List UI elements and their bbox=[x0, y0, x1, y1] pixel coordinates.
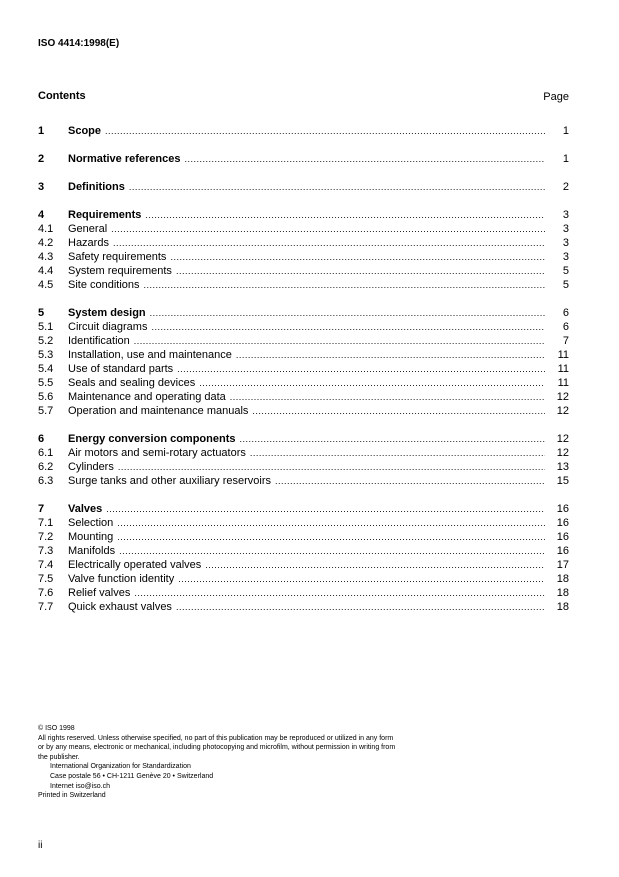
toc-subsection-row[interactable] bbox=[38, 586, 569, 600]
toc-subsection-row[interactable] bbox=[38, 544, 569, 558]
toc-subsection-row[interactable] bbox=[38, 558, 569, 572]
toc-entry-title: Selection bbox=[68, 517, 114, 529]
page-column-label: Page bbox=[543, 91, 569, 103]
toc-subsection-row[interactable] bbox=[38, 236, 569, 250]
toc-entry-title: Valve function identity bbox=[68, 573, 175, 585]
toc-entry-number: 7.4 bbox=[38, 559, 54, 571]
toc-group bbox=[38, 152, 569, 166]
toc-dot-leader bbox=[275, 474, 545, 488]
toc-entry-title: Quick exhaust valves bbox=[68, 601, 172, 613]
toc-dot-leader bbox=[113, 236, 545, 250]
toc-entry-page: 15 bbox=[556, 475, 569, 487]
toc-entry-title: Maintenance and operating data bbox=[68, 391, 226, 403]
printed-in: Printed in Switzerland bbox=[38, 792, 106, 800]
toc-entry-number: 5.4 bbox=[38, 363, 54, 375]
toc-entry-title: Site conditions bbox=[68, 279, 140, 291]
toc-dot-leader bbox=[134, 334, 545, 348]
toc-entry-page: 18 bbox=[556, 573, 569, 585]
toc-entry-number: 5.7 bbox=[38, 405, 54, 417]
toc-entry-title: Valves bbox=[68, 503, 103, 515]
toc-dot-leader bbox=[199, 376, 545, 390]
toc-entry-number: 5.5 bbox=[38, 377, 54, 389]
toc-section-row[interactable] bbox=[38, 432, 569, 446]
toc-entry-page: 6 bbox=[562, 307, 569, 319]
toc-entry-number: 7.3 bbox=[38, 545, 54, 557]
toc-entry-number: 6.3 bbox=[38, 475, 54, 487]
toc-group bbox=[38, 432, 569, 488]
toc-entry-title: Relief valves bbox=[68, 587, 131, 599]
toc-entry-number: 5.3 bbox=[38, 349, 54, 361]
toc-entry-title: System requirements bbox=[68, 265, 172, 277]
toc-entry-page: 16 bbox=[556, 503, 569, 515]
toc-entry-page: 18 bbox=[556, 601, 569, 613]
toc-dot-leader bbox=[250, 446, 545, 460]
toc-entry-title: System design bbox=[68, 307, 146, 319]
toc-entry-page: 16 bbox=[556, 517, 569, 529]
toc-section-row[interactable] bbox=[38, 306, 569, 320]
toc-subsection-row[interactable] bbox=[38, 250, 569, 264]
toc-entry-page: 3 bbox=[562, 223, 569, 235]
toc-dot-leader bbox=[239, 432, 545, 446]
toc-entry-page: 2 bbox=[562, 181, 569, 193]
toc-dot-leader bbox=[111, 222, 545, 236]
toc-entry-title: Manifolds bbox=[68, 545, 116, 557]
toc-entry-page: 7 bbox=[562, 335, 569, 347]
toc-entry-page: 18 bbox=[556, 587, 569, 599]
toc-dot-leader bbox=[119, 544, 545, 558]
toc-subsection-row[interactable] bbox=[38, 334, 569, 348]
toc-section-row[interactable] bbox=[38, 152, 569, 166]
toc-group bbox=[38, 124, 569, 138]
toc-dot-leader bbox=[129, 180, 545, 194]
toc-entry-number: 4.1 bbox=[38, 223, 54, 235]
rights-statement: All rights reserved. Unless otherwise specified, no part of this publication may be reproduced or utilized in any form or by any means, electronic or mechanical, including photocopying and microfilm, without permission in writing from the publisher. bbox=[38, 734, 396, 761]
toc-entry-title: Operation and maintenance manuals bbox=[68, 405, 249, 417]
toc-entry-number: 2 bbox=[38, 153, 45, 165]
toc-entry-title: Normative references bbox=[68, 153, 181, 165]
toc-entry-number: 7.6 bbox=[38, 587, 54, 599]
toc-entry-number: 6.2 bbox=[38, 461, 54, 473]
toc-subsection-row[interactable] bbox=[38, 362, 569, 376]
toc-entry-title: Seals and sealing devices bbox=[68, 377, 196, 389]
toc-entry-number: 5.2 bbox=[38, 335, 54, 347]
toc-section-row[interactable] bbox=[38, 124, 569, 138]
toc-subsection-row[interactable] bbox=[38, 222, 569, 236]
toc-entry-title: Use of standard parts bbox=[68, 363, 174, 375]
toc-entry-page: 3 bbox=[562, 209, 569, 221]
toc-entry-title: Cylinders bbox=[68, 461, 114, 473]
toc-dot-leader bbox=[144, 278, 545, 292]
toc-dot-leader bbox=[176, 600, 545, 614]
toc-entry-title: Scope bbox=[68, 125, 102, 137]
toc-entry-page: 1 bbox=[562, 125, 569, 137]
toc-entry-page: 5 bbox=[562, 279, 569, 291]
toc-dot-leader bbox=[118, 460, 545, 474]
toc-entry-page: 5 bbox=[562, 265, 569, 277]
toc-entry-number: 7.1 bbox=[38, 517, 54, 529]
toc-dot-leader bbox=[230, 390, 545, 404]
toc-entry-title: General bbox=[68, 223, 108, 235]
toc-entry-title: Safety requirements bbox=[68, 251, 167, 263]
internet-contact: Internet iso@iso.ch bbox=[50, 782, 111, 790]
toc-subsection-row[interactable] bbox=[38, 376, 569, 390]
toc-entry-number: 6.1 bbox=[38, 447, 54, 459]
toc-dot-leader bbox=[170, 250, 545, 264]
toc-entry-page: 6 bbox=[562, 321, 569, 333]
toc-group bbox=[38, 502, 569, 614]
toc-entry-number: 7.5 bbox=[38, 573, 54, 585]
toc-subsection-row[interactable] bbox=[38, 530, 569, 544]
toc-dot-leader bbox=[176, 264, 545, 278]
toc-dot-leader bbox=[205, 558, 545, 572]
toc-dot-leader bbox=[252, 404, 545, 418]
toc-group bbox=[38, 208, 569, 292]
toc-entry-page: 16 bbox=[556, 531, 569, 543]
toc-subsection-row[interactable] bbox=[38, 348, 569, 362]
toc-section-row[interactable] bbox=[38, 180, 569, 194]
toc-entry-title: Definitions bbox=[68, 181, 125, 193]
toc-subsection-row[interactable] bbox=[38, 264, 569, 278]
toc-group bbox=[38, 180, 569, 194]
toc-subsection-row[interactable] bbox=[38, 600, 569, 614]
toc-entry-page: 12 bbox=[556, 447, 569, 459]
table-of-contents bbox=[38, 124, 569, 628]
page-number: ii bbox=[38, 840, 43, 851]
toc-subsection-row[interactable] bbox=[38, 572, 569, 586]
toc-entry-number: 5 bbox=[38, 307, 45, 319]
toc-entry-page: 12 bbox=[556, 433, 569, 445]
toc-dot-leader bbox=[117, 530, 545, 544]
copyright-notice bbox=[38, 724, 398, 801]
toc-dot-leader bbox=[177, 362, 545, 376]
toc-subsection-row[interactable] bbox=[38, 390, 569, 404]
toc-dot-leader bbox=[178, 572, 545, 586]
toc-dot-leader bbox=[236, 348, 545, 362]
toc-entry-number: 7 bbox=[38, 503, 45, 515]
toc-entry-page: 11 bbox=[557, 377, 569, 389]
toc-subsection-row[interactable] bbox=[38, 460, 569, 474]
toc-entry-page: 13 bbox=[556, 461, 569, 473]
toc-subsection-row[interactable] bbox=[38, 446, 569, 460]
toc-entry-title: Air motors and semi-rotary actuators bbox=[68, 447, 246, 459]
toc-dot-leader bbox=[185, 152, 545, 166]
toc-entry-page: 12 bbox=[556, 391, 569, 403]
toc-dot-leader bbox=[151, 320, 545, 334]
toc-entry-page: 11 bbox=[557, 363, 569, 375]
toc-entry-number: 4.5 bbox=[38, 279, 54, 291]
toc-entry-number: 4.2 bbox=[38, 237, 54, 249]
toc-entry-page: 17 bbox=[556, 559, 569, 571]
toc-entry-number: 5.1 bbox=[38, 321, 54, 333]
toc-entry-title: Hazards bbox=[68, 237, 109, 249]
toc-entry-number: 4.4 bbox=[38, 265, 54, 277]
toc-entry-title: Electrically operated valves bbox=[68, 559, 202, 571]
toc-entry-number: 6 bbox=[38, 433, 45, 445]
toc-entry-number: 7.2 bbox=[38, 531, 54, 543]
toc-entry-number: 4.3 bbox=[38, 251, 54, 263]
toc-entry-number: 1 bbox=[38, 125, 45, 137]
toc-dot-leader bbox=[117, 516, 545, 530]
toc-entry-page: 3 bbox=[562, 237, 569, 249]
organization-address: Case postale 56 • CH-1211 Genève 20 • Switzerland bbox=[50, 772, 214, 780]
toc-subsection-row[interactable] bbox=[38, 404, 569, 418]
copyright-line: © ISO 1998 bbox=[38, 725, 75, 732]
toc-entry-title: Identification bbox=[68, 335, 130, 347]
toc-dot-leader bbox=[150, 306, 545, 320]
toc-entry-number: 4 bbox=[38, 209, 45, 221]
toc-subsection-row[interactable] bbox=[38, 278, 569, 292]
organization-name: International Organization for Standardization bbox=[50, 763, 191, 771]
toc-dot-leader bbox=[145, 208, 545, 222]
toc-entry-number: 7.7 bbox=[38, 601, 54, 613]
toc-entry-title: Surge tanks and other auxiliary reservoirs bbox=[68, 475, 271, 487]
toc-entry-number: 3 bbox=[38, 181, 45, 193]
toc-dot-leader bbox=[105, 124, 545, 138]
toc-section-row[interactable] bbox=[38, 208, 569, 222]
toc-entry-number: 5.6 bbox=[38, 391, 54, 403]
toc-entry-page: 16 bbox=[556, 545, 569, 557]
toc-entry-title: Energy conversion components bbox=[68, 433, 236, 445]
toc-section-row[interactable] bbox=[38, 502, 569, 516]
document-id-header: ISO 4414:1998(E) bbox=[38, 38, 120, 49]
toc-entry-page: 12 bbox=[556, 405, 569, 417]
toc-subsection-row[interactable] bbox=[38, 320, 569, 334]
toc-dot-leader bbox=[106, 502, 545, 516]
toc-entry-title: Installation, use and maintenance bbox=[68, 349, 232, 361]
contents-heading: Contents bbox=[38, 90, 86, 102]
toc-entry-page: 11 bbox=[557, 349, 569, 361]
toc-subsection-row[interactable] bbox=[38, 474, 569, 488]
toc-entry-title: Requirements bbox=[68, 209, 142, 221]
toc-entry-title: Circuit diagrams bbox=[68, 321, 148, 333]
toc-subsection-row[interactable] bbox=[38, 516, 569, 530]
toc-group bbox=[38, 306, 569, 418]
toc-entry-title: Mounting bbox=[68, 531, 114, 543]
toc-entry-page: 3 bbox=[562, 251, 569, 263]
toc-entry-page: 1 bbox=[562, 153, 569, 165]
toc-dot-leader bbox=[134, 586, 545, 600]
